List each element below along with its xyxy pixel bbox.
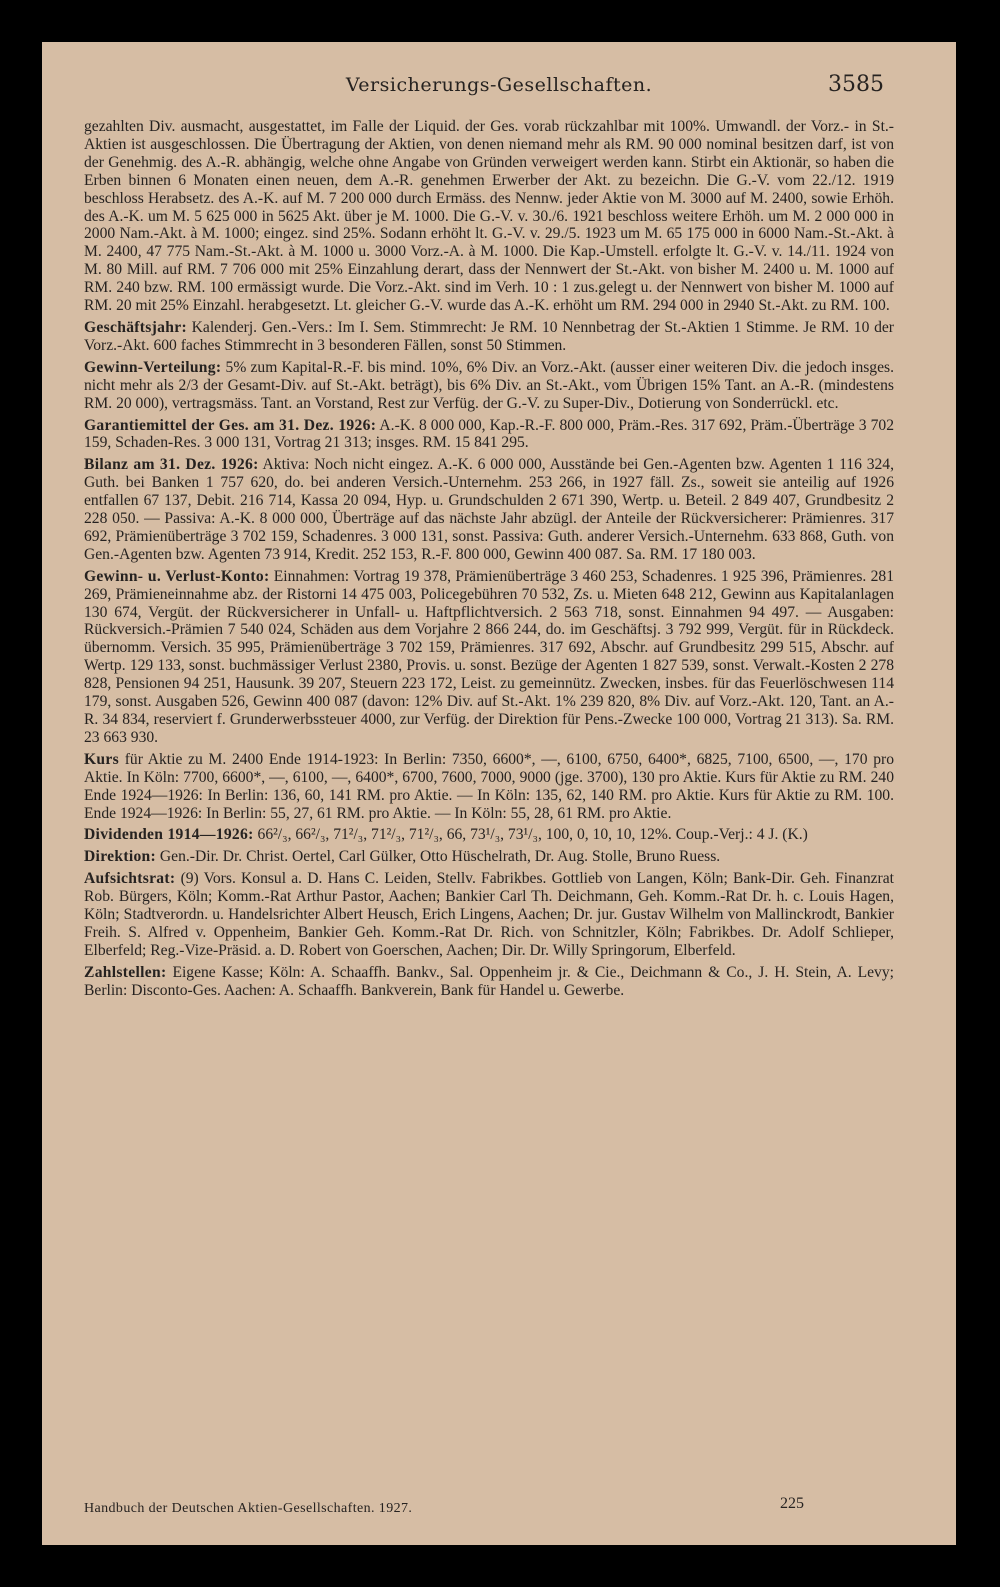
- paragraph-gewinn-verlust: [84, 568, 894, 747]
- section-heading: Kurs: [84, 750, 119, 768]
- section-heading: Direktion:: [84, 848, 157, 866]
- page-footer: [84, 1491, 894, 1517]
- paragraph-text: für Aktie zu M. 2400 Ende 1914-1923: In Berlin: 7350, 6600*, —, 6100, 6750, 6400*, 6825, 7100, 6500, —, 170 pro Aktie. In Köln: 7700, 6600*, —, 6100, —, 6400*, 6700, 7600, 7000, 9000 (jge. 3700), 130 pro Aktie. Kurs für Aktie zu RM. 240 Ende 1924—1926: In Berlin: 136, 60, 141 RM. pro Aktie. — In Köln: 135, 62, 140 RM. pro Aktie. Kurs für Aktie zu RM. 100. Ende 1924—1926: In Berlin: 55, 27, 61 RM. pro Aktie. — In Köln: 55, 28, 61 RM. pro Aktie.: [84, 750, 894, 822]
- paragraph-text: Eigene Kasse; Köln: A. Schaaffh. Bankv., Sal. Oppenheim jr. & Cie., Deichmann & Co., J. H. Stein, A. Levy; Berlin: Disconto-Ges. Aachen: A. Schaaffh. Bankverein, Bank für Handel u. Gewerbe.: [84, 963, 894, 999]
- paragraph-dividenden: [84, 826, 894, 844]
- paragraph-text: (9) Vors. Konsul a. D. Hans C. Leiden, Stellv. Fabrikbes. Gottlieb von Langen, Köln; Bank-Dir. Geh. Finanzrat Rob. Bürgers, Köln; Komm.-Rat Arthur Pastor, Aachen; Bankier Carl Th. Deichmann, Geh. Komm.-Rat Dr. h. c. Louis Hagen, Köln; Stadtverordn. u. Handelsrichter Albert Heusch, Erich Lingens, Aachen; Dr. jur. Gustav Wilhelm von Mallinckrodt, Bankier Freih. S. Alfred v. Oppenheim, Bankier Geh. Komm.-Rat Dr. Rich. von Schnitzler, Köln; Fabrikbes. Dr. Adolf Schlieper, Elberfeld; Reg.-Vize-Präsid. a. D. Robert von Goerschen, Aachen; Dir. Dr. Willy Springorum, Elberfeld.: [84, 870, 894, 959]
- signature-mark: 225: [780, 1495, 804, 1512]
- section-heading: Gewinn-Verteilung:: [84, 358, 222, 376]
- paragraph-gewinn-verteilung: [84, 359, 894, 413]
- paragraph-intro: [84, 118, 894, 315]
- paragraph-text: Gen.-Dir. Dr. Christ. Oertel, Carl Gülker, Otto Hüschelrath, Dr. Aug. Stolle, Bruno Ruess.: [159, 848, 721, 866]
- page-number: 3585: [828, 72, 884, 97]
- paragraph-bilanz: [84, 456, 894, 563]
- paragraph-kurs: [84, 751, 894, 823]
- paragraph-text: gezahlten Div. ausmacht, ausgestattet, im Falle der Liquid. der Ges. vorab rückzahlbar mit 100%. Umwandl. der Vorz.- in St.-Aktien ist ausgeschlossen. Die Übertragung der Aktien, von denen niemand mehr als RM. 90 000 nominal besitzen darf, ist von der Genehmig. des A.-R. abhängig, welche ohne Angabe von Gründen verweigert werden kann. Stirbt ein Aktionär, so haben die Erben binnen 6 Monaten einen neuen, dem A.-R. genehmen Erwerber der Akt. zu bezeichn. Die G.-V. vom 22./12. 1919 beschloss Herabsetz. des A.-K. auf M. 7 200 000 durch Ermäss. des Nennw. jeder Aktie von M. 3000 auf M. 2400, sowie Erhöh. des A.-K. um M. 5 625 000 in 5625 Akt. über je M. 1000. Die G.-V. v. 30./6. 1921 beschloss weitere Erhöh. um M. 2 000 000 in 2000 Nam.-Akt. à M. 1000; eingez. sind 25%. Sodann erhöht lt. G.-V. v. 29./5. 1923 um M. 65 175 000 in 6000 Nam.-St.-Akt. à M. 2400, 47 775 Nam.-St.-Akt. à M. 1000 u. 3000 Vorz.-A. à M. 1000. Die Kap.-Umstell. erfolgte lt. G.-V. v. 14./11. 1924 von M. 80 Mill. auf RM. 7 706 000 mit 25% Einzahlung derart, dass der Nennwert der St.-Akt. von bisher M. 2400 u. M. 1000 auf RM. 240 bzw. RM. 100 ermässigt wurde. Die Vorz.-Akt. sind im Verh. 10 : 1 zus.gelegt u. der Nennwert von bisher M. 1000 auf RM. 20 mit 25% Einzahl. herabgesetzt. Lt. gleicher G.-V. wurde das A.-K. erhöht um RM. 294 000 in 2940 St.-Akt. zu RM. 100.: [84, 118, 894, 315]
- section-heading: Zahlstellen:: [84, 963, 167, 981]
- section-heading: Garantiemittel der Ges. am 31. Dez. 1926:: [84, 416, 377, 434]
- section-heading: Geschäftsjahr:: [84, 318, 187, 336]
- paragraph-text: A.-K. 8 000 000, Kap.-R.-F. 800 000, Präm.-Res. 317 692, Präm.-Überträge 3 702 159, Schaden-Res. 3 000 131, Vortrag 21 313; insges. RM. 15 841 295.: [84, 416, 895, 452]
- section-heading: Aufsichtsrat:: [84, 870, 176, 888]
- page-body: [84, 118, 894, 1004]
- section-heading: Dividenden 1914—1926:: [84, 826, 254, 844]
- section-heading: Bilanz am 31. Dez. 1926:: [84, 456, 259, 474]
- paragraph-zahlstellen: [84, 964, 894, 1000]
- paragraph-text: 5% zum Kapital-R.-F. bis mind. 10%, 6% Div. an Vorz.-Akt. (ausser einer weiteren Div. die jedoch insges. nicht mehr als 2/3 der Gesamt-Div. auf St.-Akt. beträgt), bis 6% Div. an St.-Akt., vom Übrigen 15% Tant. an A.-R. (mindestens RM. 20 000), vertragsmäss. Tant. an Vorstand, Rest zur Verfüg. der G.-V. zu Super-Div., Dotierung von Sonderrückl. etc.: [84, 358, 894, 412]
- paragraph-garantiemittel: [84, 417, 894, 453]
- paragraph-text: 66²/₃, 66²/₃, 71²/₃, 71²/₃, 71²/₃, 66, 73¹/₃, 73¹/₃, 100, 0, 10, 10, 12%. Coup.-Verj.: 4 J. (K.): [257, 826, 808, 844]
- paragraph-text: Einnahmen: Vortrag 19 378, Prämienüberträge 3 460 253, Schadenres. 1 925 396, Prämienres. 281 269, Prämieneinnahme abz. der Ristorni 14 475 003, Policegebühren 70 532, Zs. u. Mieten 648 212, Gewinn aus Kapitalanlagen 130 674, Vergüt. der Rückversicherer in Unfall- u. Haftpflichtversich. 2 563 718, sonst. Einnahmen 94 497. — Ausgaben: Rückversich.-Prämien 7 540 024, Schäden aus dem Vorjahre 2 866 244, do. im Geschäftsj. 3 792 999, Vergüt. für in Rückdeck. übernomm. Versich. 35 995, Prämienüberträge 3 702 159, Prämienres. 317 692, Abschr. auf Grundbesitz 299 515, Abschr. auf Wertp. 129 133, sonst. buchmässiger Verlust 2380, Provis. u. sonst. Bezüge der Agenten 1 827 539, sonst. Verwalt.-Kosten 2 278 828, Pensionen 94 251, Hausunk. 39 207, Steuern 223 172, Leist. zu gemeinnütz. Zwecken, insbes. für das Feuerlöschwesen 114 179, sonst. Ausgaben 526, Gewinn 400 087 (davon: 12% Div. auf St.-Akt. 1% 239 820, 8% Div. auf Vorz.-Akt. 120, Tant. an A.-R. 34 834, reserviert f. Grunderwerbssteuer 4000, zur Verfüg. der Direktion für Pens.-Zwecke 100 000, Vortrag 21 313). Sa. RM. 23 663 930.: [84, 567, 894, 746]
- document-page: [42, 42, 956, 1545]
- paragraph-direktion: [84, 848, 894, 866]
- source-line: Handbuch der Deutschen Aktien-Gesellschaften. 1927.: [84, 1501, 413, 1516]
- paragraph-geschaeftsjahr: [84, 319, 894, 355]
- running-title: Versicherungs-Gesellschaften.: [345, 74, 653, 96]
- paragraph-text: Kalenderj. Gen.-Vers.: Im I. Sem. Stimmrecht: Je RM. 10 Nennbetrag der St.-Aktien 1 Stimme. Je RM. 10 der Vorz.-Akt. 600 faches Stimmrecht in 3 besonderen Fällen, sonst 50 Stimmen.: [84, 318, 894, 354]
- page-header: [42, 74, 956, 104]
- paragraph-text: Aktiva: Noch nicht eingez. A.-K. 6 000 000, Ausstände bei Gen.-Agenten bzw. Agenten 1 116 324, Guth. bei Banken 1 757 620, do. bei anderen Versich.-Unternehm. 253 266, in 1927 fäll. Zs., soweit sie anteilig auf 1926 entfallen 67 137, Debit. 216 714, Kassa 20 094, Hyp. u. Grundschulden 2 671 390, Wertp. u. Beteil. 2 849 407, Grundbesitz 2 228 050. — Passiva: A.-K. 8 000 000, Überträge auf das nächste Jahr abzügl. der Anteile der Rückversicherer: Prämienres. 317 692, Prämienüberträge 3 702 159, Schadenres. 3 000 131, sonst. Passiva: Guth. anderer Versich.-Unternehm. 633 868, Guth. von Gen.-Agenten bzw. Agenten 73 914, Kredit. 252 153, R.-F. 800 000, Gewinn 400 087. Sa. RM. 17 180 003.: [84, 456, 894, 563]
- section-heading: Gewinn- u. Verlust-Konto:: [84, 567, 270, 585]
- paragraph-aufsichtsrat: [84, 870, 894, 960]
